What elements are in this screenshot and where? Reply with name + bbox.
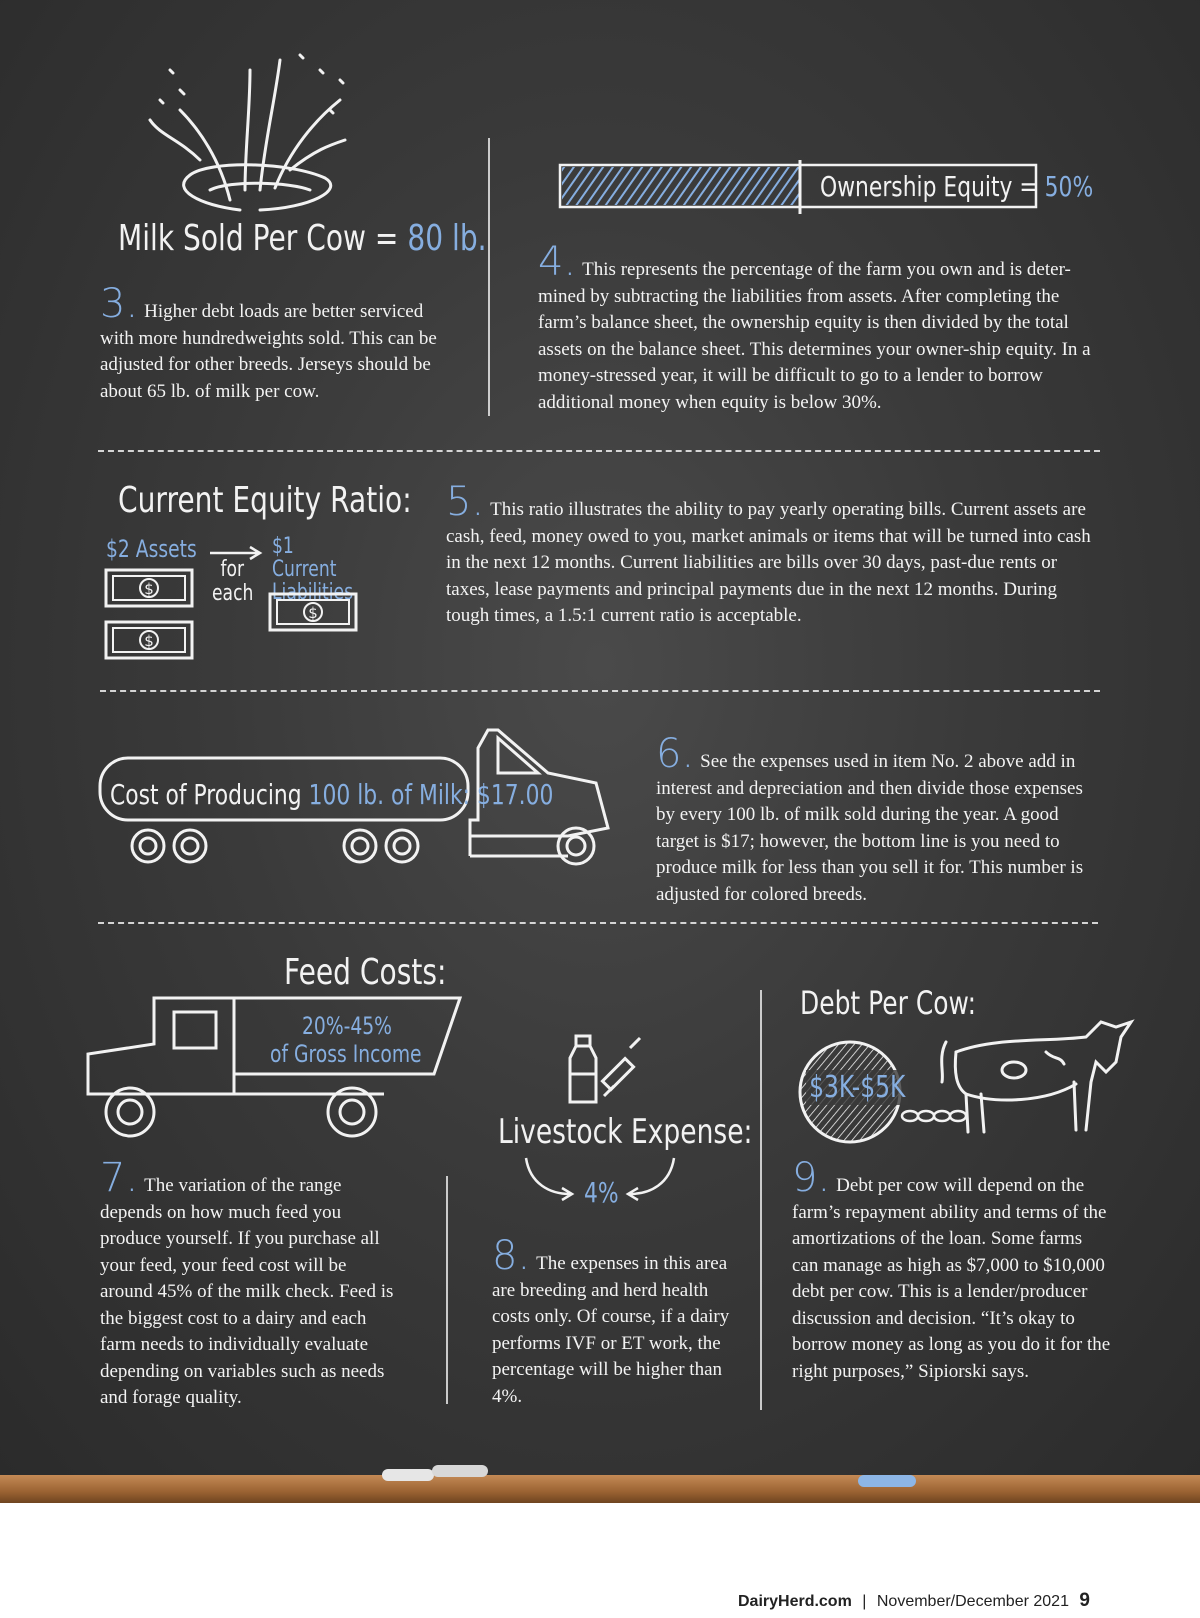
feed-costs-value-line1: 20%-45% [302, 1012, 392, 1040]
current-equity-ratio-heading: Current Equity Ratio: [118, 480, 412, 521]
feed-costs-heading: Feed Costs: [284, 952, 447, 993]
divider-horizontal-2 [100, 690, 1100, 692]
chalk-stick-white [382, 1469, 434, 1481]
footer-issue: November/December 2021 [876, 1593, 1069, 1610]
milk-sold-heading [118, 218, 487, 259]
divider-vertical-right [760, 990, 762, 1410]
cost-of-producing-heading [110, 778, 553, 811]
section-8-number: 8. [492, 1233, 531, 1279]
milk-splash-icon [140, 40, 370, 215]
section-5-text [446, 479, 1102, 630]
divider-horizontal-1 [98, 450, 1100, 452]
for-each-label: for each [212, 557, 254, 606]
ownership-equity-label: Ownership Equity = [820, 170, 1045, 203]
section-3-body: Higher debt loads are better serviced with more hundredweights sold. This can be adjusted for other breeds. Jerseys should be about 65 lb. of milk per cow. [100, 301, 437, 402]
section-7-body: The variation of the range depends on how much feed you produce yourself. If you purchase all your feed, your feed cost will be around 45% of the milk check. Feed is the biggest cost to a dairy and each farm needs to individually evaluate depending on variables such as needs and forage quality. [100, 1175, 394, 1408]
section-4-number: 4. [538, 239, 577, 285]
debt-per-cow-value: $3K-$5K [806, 1070, 908, 1105]
section-3-text [100, 281, 440, 405]
cow-icon [936, 1012, 1136, 1142]
section-5-number: 5. [446, 479, 485, 525]
dollar-bill-icon [104, 568, 196, 608]
assets-label: $2 Assets [106, 535, 197, 563]
current-liabilities-label: $1 Current Liabilities [272, 534, 354, 605]
footer-page-number: 9 [1079, 1590, 1090, 1611]
section-5-body: This ratio illustrates the ability to pay yearly operating bills. Current assets are cash, feed, money owed to you, market animals or items that will be turned into cash in the next 12 months. Current liabilities are bills over 30 days, past-due rents or taxes, lease payments and principal payments due in the next 12 months. During tough times, a 1.5:1 current ratio is acceptable. [446, 499, 1091, 626]
section-4-text [538, 239, 1106, 416]
section-8-body: The expenses in this area are breeding and herd health costs only. Of course, if a dairy performs IVF or ET work, the percentage will be higher than 4%. [492, 1253, 730, 1407]
section-7-text [100, 1155, 400, 1412]
feed-costs-value-line2: of Gross Income [270, 1040, 422, 1068]
divider-horizontal-3 [98, 922, 1098, 924]
divider-vertical-left [446, 1176, 448, 1404]
section-4-body: This represents the percentage of the farm you own and is deter-mined by subtracting the liabilities from assets. After completing the farm’s balance sheet, the ownership equity is then divided by the total assets on the balance sheet. This determines your owner-ship equity. In a money-stressed year, it will be difficult to go to a lender to borrow additional money when equity is below 30%. [538, 259, 1091, 413]
milk-sold-heading-value: 80 lb. [407, 218, 487, 259]
livestock-expense-heading: Livestock Expense: [498, 1112, 753, 1152]
chalk-stick-white-2 [432, 1465, 488, 1477]
ownership-equity-value: 50% [1044, 170, 1094, 203]
section-9-body: Debt per cow will depend on the farm’s repayment ability and terms of the amortizations of the loan. Some farms can manage as high as $7,000 to $10,000 debt per cow. This is a lender/producer discussion and decision. “It’s okay to borrow money as long as you do it for the right purposes,” Sipiorski says. [792, 1175, 1111, 1382]
syringe-icon [600, 1036, 644, 1100]
livestock-expense-value: 4% [584, 1176, 619, 1209]
page-footer [738, 1590, 1090, 1612]
feed-truck-icon [84, 994, 464, 1144]
ownership-equity-heading [820, 170, 1093, 203]
medicine-bottle-icon [566, 1034, 600, 1106]
divider-vertical-top [488, 138, 490, 416]
debt-per-cow-heading: Debt Per Cow: [800, 984, 977, 1022]
section-6-text [656, 731, 1106, 908]
section-8-text [492, 1233, 736, 1410]
section-6-number: 6. [656, 731, 695, 777]
svg-text:$: $ [144, 580, 154, 598]
svg-text:$: $ [308, 604, 318, 622]
milk-sold-heading-label: Milk Sold Per Cow = [118, 218, 408, 259]
footer-separator: | [862, 1593, 867, 1610]
cost-of-producing-label: Cost of Producing [110, 778, 309, 811]
dollar-bill-icon [268, 592, 360, 632]
dollar-bill-icon [104, 620, 196, 660]
section-9-number: 9. [792, 1155, 831, 1201]
section-7-number: 7. [100, 1155, 139, 1201]
section-6-body: See the expenses used in item No. 2 above add in interest and depreciation and then divide those expenses by every 100 lb. of milk sold during the year. A good target is $17; however, the bottom line is you need to produce milk for less than you sell it for. This number is adjusted for colored breeds. [656, 751, 1084, 905]
section-9-text [792, 1155, 1112, 1385]
chalk-ledge [0, 1475, 1200, 1503]
footer-site: DairyHerd.com [737, 1593, 852, 1610]
svg-text:$: $ [144, 632, 154, 650]
section-3-number: 3. [100, 281, 139, 327]
chalk-stick-blue [858, 1475, 916, 1487]
cost-of-producing-value: 100 lb. of Milk: $17.00 [308, 778, 554, 811]
